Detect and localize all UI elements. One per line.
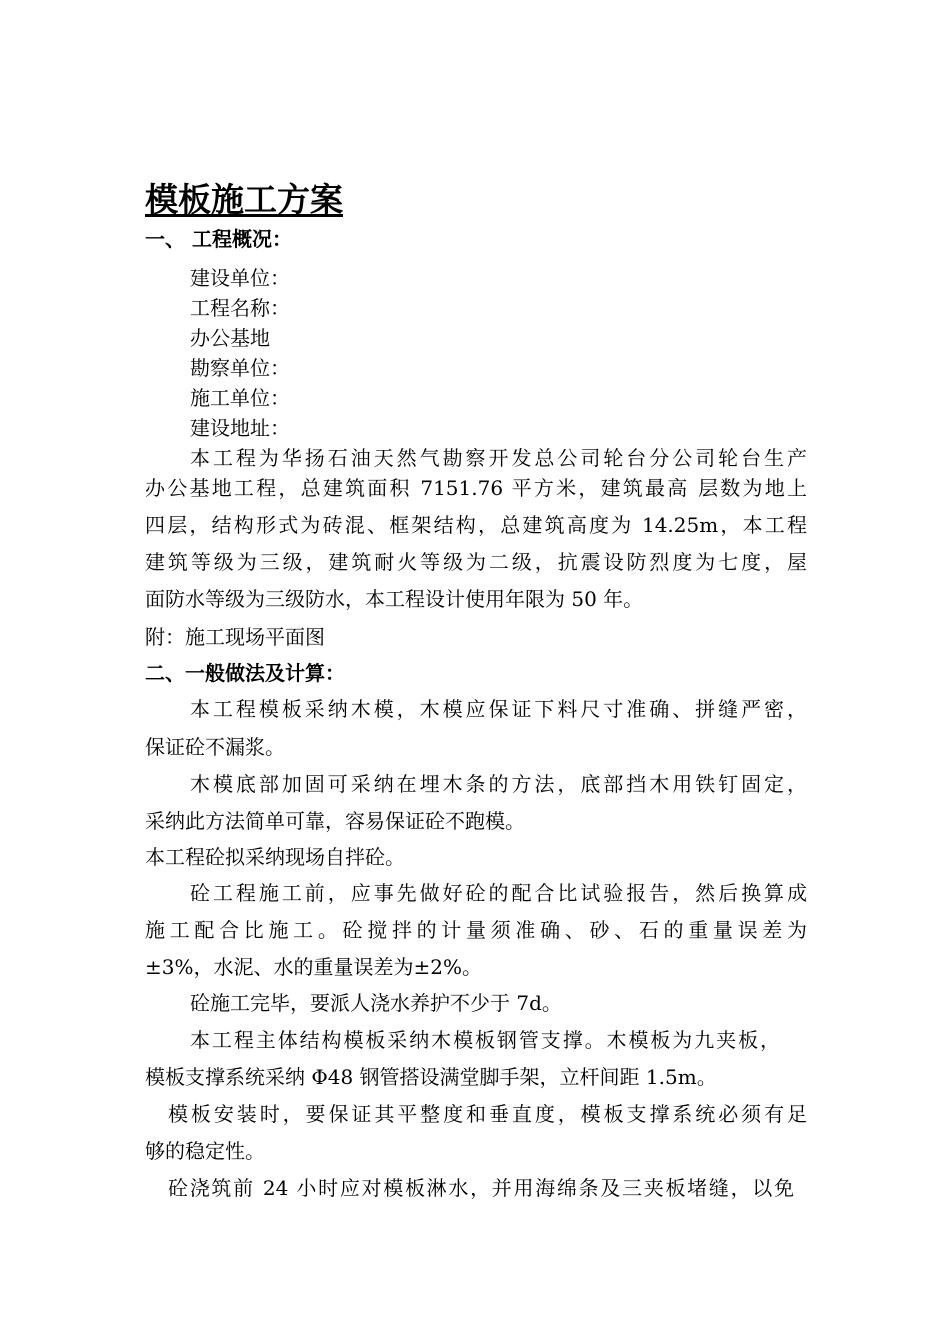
body-line: 施工配合比施工。砼搅拌的计量须准确、砂、石的重量误差为 [145,918,807,942]
body-line: 本工程主体结构模板采纳木模板钢管支撑。木模板为九夹板， [190,1028,780,1052]
body-line: 模板支撑系统采纳 Φ48 钢管搭设满堂脚手架，立杆间距 1.5m。 [145,1065,717,1089]
document-title: 模板施工方案 [145,180,343,219]
description-line: 本工程为华扬石油天然气勘察开发总公司轮台分公司轮台生产 [190,446,807,470]
attachment-note: 附：施工现场平面图 [145,625,325,649]
body-line: 模板安装时，要保证其平整度和垂直度，模板支撑系统必须有足 [168,1102,807,1126]
section2-heading: 二、一般做法及计算： [145,661,345,685]
description-line: 建筑等级为三级，建筑耐火等级为二级，抗震设防烈度为七度，屋 [145,550,807,574]
field-project-value: 办公基地 [190,326,270,350]
description-line: 办公基地工程，总建筑面积 7151.76 平方米，建筑最高 层数为地上 [145,476,807,500]
body-line: 砼施工完毕，要派人浇水养护不少于 7d。 [190,991,562,1015]
body-line: 砼浇筑前 24 小时应对模板淋水，并用海绵条及三夹板堵缝，以免 [168,1176,794,1200]
field-survey-unit: 勘察单位： [190,356,290,380]
field-address: 建设地址： [190,416,290,440]
body-line: ±3%，水泥、水的重量误差为±2%。 [145,955,482,979]
field-construction-unit: 建设单位： [190,266,290,290]
field-builder-unit: 施工单位： [190,386,290,410]
body-line: 木模底部加固可采纳在埋木条的方法，底部挡木用铁钉固定， [190,772,807,796]
description-line: 四层，结构形式为砖混、框架结构，总建筑高度为 14.25m，本工程 [145,513,807,537]
body-line: 保证砼不漏浆。 [145,735,285,759]
body-line: 够的稳定性。 [145,1139,265,1163]
description-line: 面防水等级为三级防水，本工程设计使用年限为 50 年。 [145,587,644,611]
body-line: 砼工程施工前，应事先做好砼的配合比试验报告，然后换算成 [190,881,807,905]
field-project-name: 工程名称： [190,296,290,320]
body-line: 本工程砼拟采纳现场自拌砼。 [145,845,405,869]
section1-heading: 一、 工程概况： [145,227,292,251]
body-line: 本工程模板采纳木模，木模应保证下料尺寸准确、拼缝严密， [190,697,807,721]
body-line: 采纳此方法简单可靠，容易保证砼不跑模。 [145,809,525,833]
